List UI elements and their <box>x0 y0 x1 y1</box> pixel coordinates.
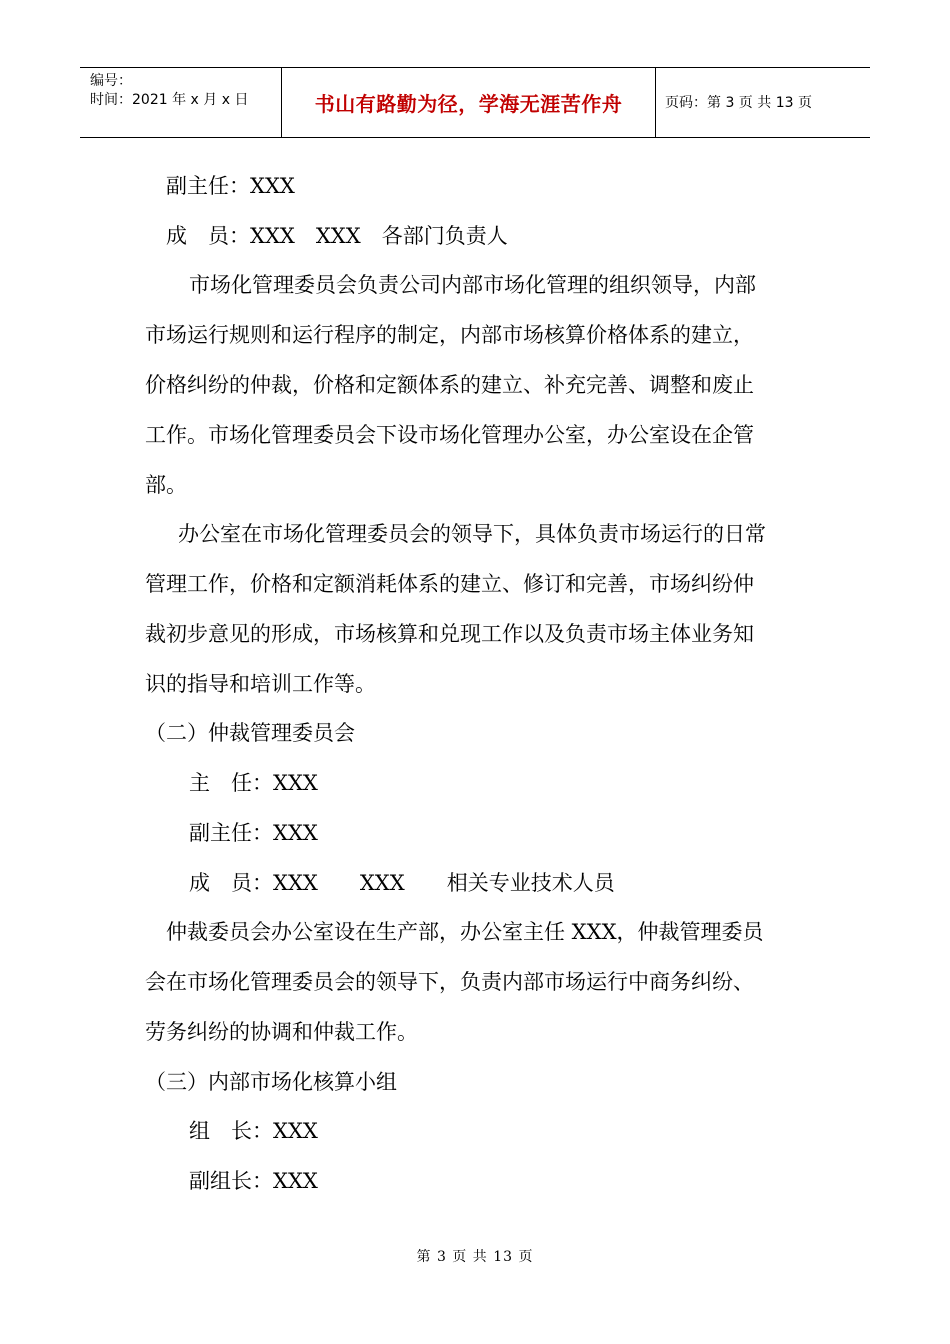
paragraph-line: 办公室在市场化管理委员会的领导下，具体负责市场运行的日常 <box>178 522 766 546</box>
paragraph-line: 管理工作，价格和定额消耗体系的建立、修订和完善，市场纠纷仲 <box>145 572 754 596</box>
paragraph-line: 市场化管理委员会负责公司内部市场化管理的组织领导，内部 <box>189 273 756 297</box>
section-heading: （三）内部市场化核算小组 <box>145 1070 397 1094</box>
header-motto-cell <box>281 68 656 137</box>
text-line: 副组长：XXX <box>189 1169 318 1193</box>
paragraph-line: 价格纠纷的仲裁，价格和定额体系的建立、补充完善、调整和废止 <box>145 373 754 397</box>
text-line: 副主任：XXX <box>189 821 318 845</box>
paragraph-line: 识的指导和培训工作等。 <box>145 672 376 696</box>
paragraph-line: 市场运行规则和运行程序的制定，内部市场核算价格体系的建立， <box>145 323 754 347</box>
text-line: 成 员：XXX XXX 各部门负责人 <box>166 224 508 248</box>
paragraph-line: 会在市场化管理委员会的领导下，负责内部市场运行中商务纠纷、 <box>145 970 754 994</box>
motto-text: 书山有路勤为径，学海无涯苦作舟 <box>314 92 623 116</box>
header-meta <box>80 68 281 137</box>
paragraph-line: 裁初步意见的形成，市场核算和兑现工作以及负责市场主体业务知 <box>145 622 754 646</box>
header-page-info: 页码：第 3 页 共 13 页 <box>665 94 812 111</box>
section-heading: （二）仲裁管理委员会 <box>145 721 355 745</box>
page-header <box>80 67 870 138</box>
text-line: 组 长：XXX <box>189 1119 318 1143</box>
text-line: 成 员：XXX XXX 相关专业技术人员 <box>189 871 615 895</box>
text-line: 副主任：XXX <box>166 174 295 198</box>
paragraph-line: 仲裁委员会办公室设在生产部，办公室主任 XXX，仲裁管理委员 <box>166 920 764 944</box>
text-line: 主 任：XXX <box>189 771 318 795</box>
paragraph-line: 部。 <box>145 473 187 497</box>
paragraph-line: 工作。市场化管理委员会下设市场化管理办公室，办公室设在企管 <box>145 423 754 447</box>
document-number-label: 编号： <box>90 73 132 89</box>
page-footer: 第 3 页 共 13 页 <box>416 1249 534 1265</box>
paragraph-line: 劳务纠纷的协调和仲裁工作。 <box>145 1020 418 1044</box>
header-page-cell <box>655 68 870 137</box>
document-date: 时间：2021 年 x 月 x 日 <box>90 92 249 108</box>
